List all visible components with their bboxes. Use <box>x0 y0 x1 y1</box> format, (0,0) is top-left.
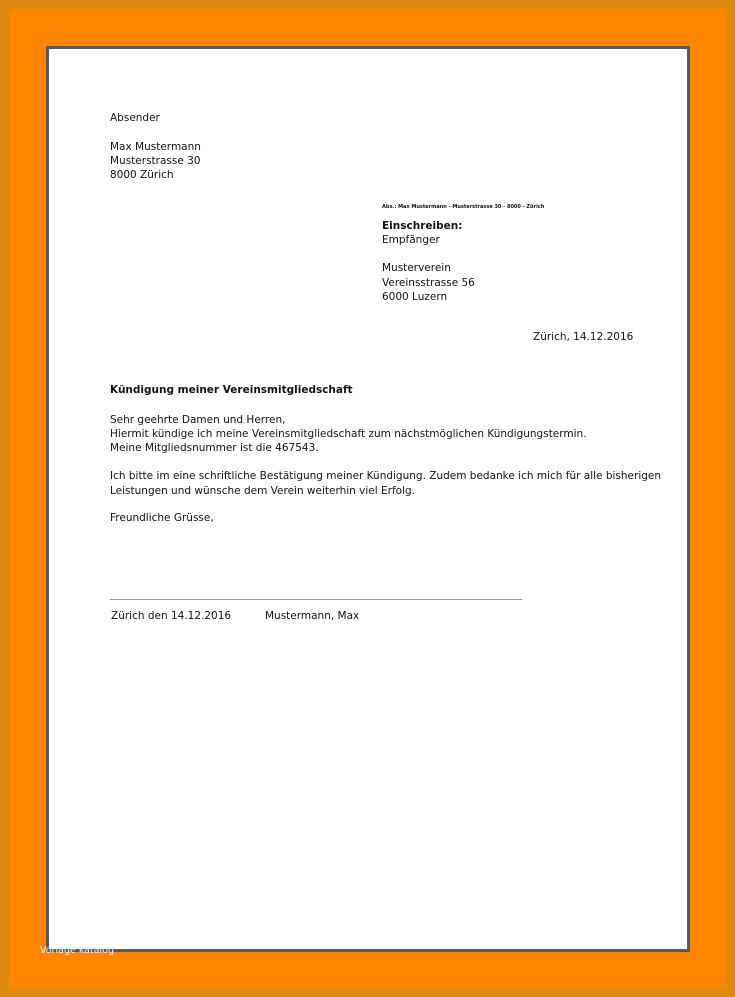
body-paragraph-2-line-1: Ich bitte im eine schriftliche Bestätigung meiner Kündigung. Zudem bedanke ich mich für alle bisherigen <box>110 470 662 482</box>
letter-page <box>46 46 690 952</box>
signature-place-date: Zürich den 14.12.2016 <box>111 610 232 622</box>
closing: Freundliche Grüsse, <box>110 512 214 524</box>
body-line-1: Hiermit kündige ich meine Vereinsmitgliedschaft zum nächstmöglichen Kündigungstermin. <box>110 428 587 440</box>
salutation: Sehr geehrte Damen und Herren, <box>110 414 286 426</box>
recipient-city: 6000 Luzern <box>382 291 448 303</box>
signature-line <box>110 599 522 600</box>
body-line-2: Meine Mitgliedsnummer ist die 467543. <box>110 442 319 454</box>
recipient-name: Musterverein <box>382 262 451 274</box>
return-address: Abs.: Max Mustermann - Musterstrasse 30 - 8000 - Zürich <box>382 204 545 210</box>
registered-mail-label: Einschreiben: <box>382 220 463 232</box>
body-paragraph-2-line-2: Leistungen und wünsche dem Verein weiterhin viel Erfolg. <box>110 485 416 497</box>
sender-name: Max Mustermann <box>110 141 201 153</box>
sender-heading: Absender <box>110 112 160 124</box>
date-line: Zürich, 14.12.2016 <box>533 331 634 343</box>
sender-city: 8000 Zürich <box>110 169 174 181</box>
subject-line: Kündigung meiner Vereinsmitgliedschaft <box>110 384 353 396</box>
signature-name: Mustermann, Max <box>265 610 360 622</box>
recipient-street: Vereinsstrasse 56 <box>382 277 475 289</box>
recipient-label: Empfänger <box>382 234 440 246</box>
watermark-text: Vorlage katalog <box>40 945 115 956</box>
sender-street: Musterstrasse 30 <box>110 155 201 167</box>
